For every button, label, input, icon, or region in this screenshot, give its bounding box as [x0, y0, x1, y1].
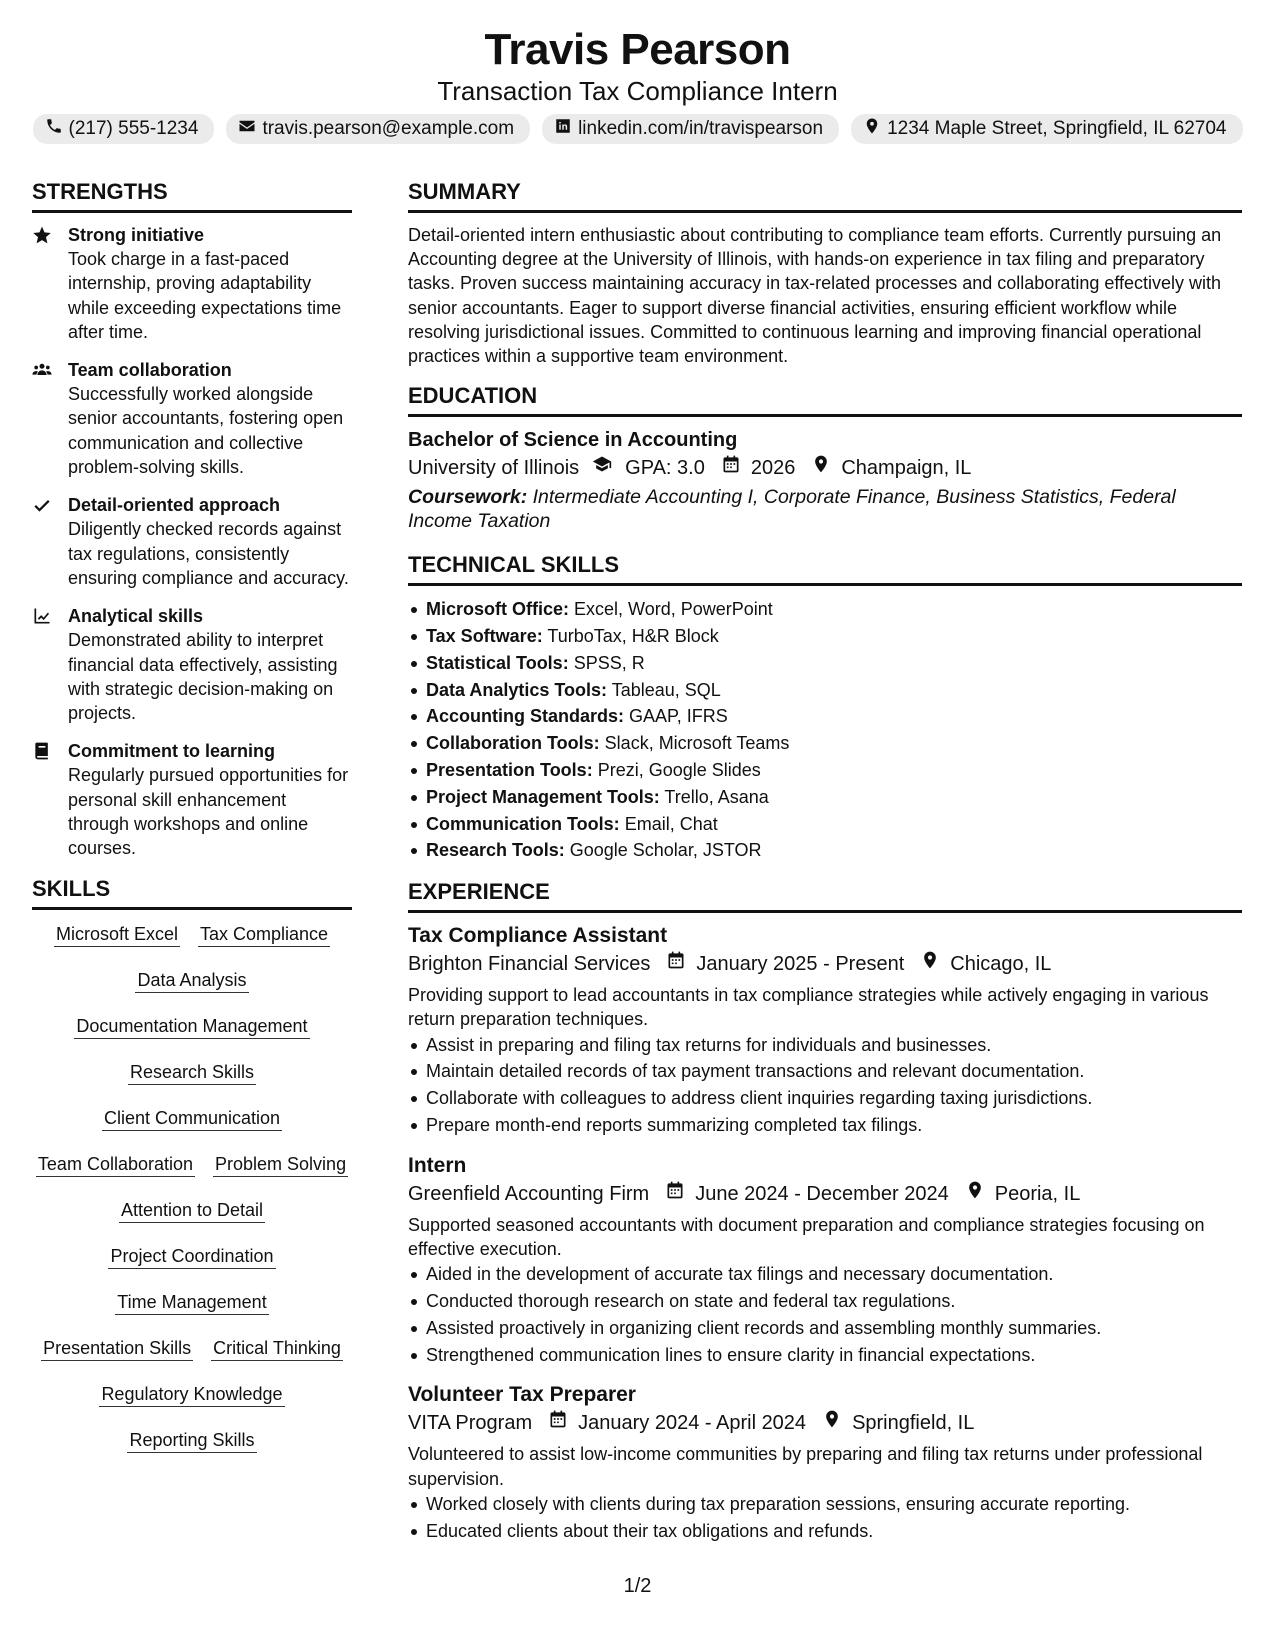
job-dates: June 2024 - December 2024: [695, 1182, 949, 1205]
technical-skill-value: Excel, Word, PowerPoint: [574, 599, 773, 620]
job-summary: Volunteered to assist low-income communities by preparing and filing tax returns under professional supervision.: [408, 1444, 1203, 1489]
map-pin-icon: [920, 949, 940, 979]
technical-skill-item: [408, 703, 1242, 730]
job-summary: Providing support to lead accountants in tax compliance strategies while actively engaging in various return preparation techniques.: [408, 985, 1209, 1030]
job-bullet: Aided in the development of accurate tax filings and necessary documentation.: [408, 1261, 1242, 1288]
job-bullet: Collaborate with colleagues to address client inquiries regarding taxing jurisdictions.: [408, 1085, 1242, 1112]
candidate-name: Travis Pearson: [484, 25, 791, 74]
technical-skill-item: [408, 837, 1242, 864]
technical-skill-item: [408, 757, 1242, 784]
star-icon: [32, 223, 54, 344]
calendar-icon: [665, 1179, 685, 1209]
strength-item: [32, 739, 352, 860]
resume-header: [0, 0, 1275, 144]
job-dates: January 2024 - April 2024: [578, 1412, 807, 1435]
experience-list: [408, 923, 1242, 1544]
technical-skill-item: [408, 623, 1242, 650]
calendar-icon: [666, 949, 686, 979]
job-meta: [408, 1408, 1242, 1438]
skills-heading: SKILLS: [32, 875, 352, 910]
contact-bar: [0, 114, 1275, 144]
gpa: GPA: 3.0: [625, 457, 705, 480]
strength-title: Analytical skills: [68, 606, 204, 627]
skill-tag: Problem Solving: [213, 1150, 348, 1177]
technical-skill-label: Data Analytics Tools:: [426, 679, 608, 700]
job-meta: [408, 949, 1242, 979]
job-bullet: Maintain detailed records of tax payment transactions and relevant documentation.: [408, 1058, 1242, 1085]
technical-skill-label: Presentation Tools:: [426, 760, 593, 780]
job-entry: [408, 1382, 1242, 1544]
coursework-list: Intermediate Accounting I, Corporate Finance, Business Statistics, Federal Income Taxation: [408, 486, 1176, 533]
skill-tag: Attention to Detail: [119, 1196, 265, 1223]
job-location: Chicago, IL: [950, 953, 1052, 976]
map-pin-icon: [965, 1179, 985, 1209]
address-contact: [851, 114, 1242, 144]
page-number: 1/2: [623, 1575, 652, 1597]
degree: Bachelor of Science in Accounting: [408, 429, 738, 452]
job-location: Peoria, IL: [994, 1182, 1081, 1205]
strength-description: Took charge in a fast-paced internship, proving adaptability while exceeding expectations time after time.: [68, 249, 342, 342]
education-meta: [408, 453, 1242, 483]
technical-skill-value: Google Scholar, JSTOR: [569, 840, 762, 861]
job-dates: January 2025 - Present: [696, 953, 905, 976]
linkedin-icon: [554, 117, 572, 141]
strength-item: [32, 358, 352, 479]
strength-description: Successfully worked alongside senior accountants, fostering open communication and collective problem-solving skills.: [68, 384, 344, 478]
check-icon: [32, 493, 54, 590]
phone-text: (217) 555-1234: [68, 118, 199, 139]
technical-skills-heading: TECHNICAL SKILLS: [408, 551, 1242, 586]
job-title: Tax Compliance Assistant: [408, 924, 668, 948]
job-bullets: [408, 1032, 1242, 1139]
map-pin-icon: [822, 1408, 842, 1438]
job-bullet: Educated clients about their tax obligations and refunds.: [408, 1518, 1242, 1545]
job-entry: [408, 1153, 1242, 1369]
skill-tag: Presentation Skills: [41, 1334, 193, 1361]
school-name: University of Illinois: [408, 457, 580, 480]
technical-skill-value: Tableau, SQL: [611, 679, 721, 700]
skill-tag: Client Communication: [102, 1104, 282, 1131]
graduation-year: 2026: [750, 457, 796, 480]
education-heading: EDUCATION: [408, 382, 1242, 417]
skill-tag: Project Coordination: [108, 1242, 275, 1269]
strength-item: [32, 604, 352, 725]
address-text: 1234 Maple Street, Springfield, IL 62704: [887, 118, 1227, 139]
technical-skill-item: [408, 730, 1242, 757]
users-icon: [32, 358, 54, 479]
company-name: VITA Program: [408, 1412, 533, 1435]
company-name: Brighton Financial Services: [408, 953, 651, 976]
strength-title: Commitment to learning: [68, 741, 276, 762]
technical-skill-item: [408, 784, 1242, 811]
right-column: [408, 178, 1242, 1558]
strengths-heading: STRENGTHS: [32, 178, 352, 213]
skill-tag: Team Collaboration: [36, 1150, 195, 1177]
coursework: [408, 485, 1242, 533]
technical-skill-value: Prezi, Google Slides: [597, 760, 761, 780]
strength-description: Demonstrated ability to interpret financial data effectively, assisting with strategic decision-making on projects.: [68, 630, 338, 724]
map-pin-icon: [863, 117, 881, 141]
strength-description: Diligently checked records against tax regulations, consistently ensuring compliance and accuracy.: [68, 519, 349, 588]
skill-tag: Tax Compliance: [198, 920, 330, 947]
skill-tag: Microsoft Excel: [54, 920, 180, 947]
technical-skill-label: Project Management Tools:: [426, 786, 660, 807]
job-summary: Supported seasoned accountants with document preparation and compliance strategies focusing on effective execution.: [408, 1214, 1205, 1259]
technical-skill-value: GAAP, IFRS: [629, 706, 728, 727]
skill-tag: Regulatory Knowledge: [99, 1380, 284, 1407]
technical-skill-label: Accounting Standards:: [426, 706, 625, 727]
map-pin-icon: [811, 453, 831, 483]
strength-title: Detail-oriented approach: [68, 495, 281, 516]
job-entry: [408, 923, 1242, 1139]
technical-skill-value: SPSS, R: [573, 652, 645, 673]
job-location: Springfield, IL: [852, 1412, 975, 1435]
skill-tag: Time Management: [115, 1288, 268, 1315]
job-title: Volunteer Tax Preparer: [408, 1383, 636, 1407]
book-icon: [32, 739, 54, 860]
linkedin-contact[interactable]: [542, 114, 839, 144]
email-text: travis.pearson@example.com: [262, 118, 515, 139]
technical-skill-item: [408, 596, 1242, 623]
technical-skill-item: [408, 677, 1242, 704]
technical-skill-label: Tax Software:: [426, 626, 543, 647]
phone-contact[interactable]: [33, 114, 215, 144]
skills-list: [32, 920, 352, 1472]
technical-skill-value: TurboTax, H&R Block: [547, 626, 719, 647]
technical-skill-label: Research Tools:: [426, 840, 565, 861]
chart-line-icon: [32, 604, 54, 725]
summary-text: Detail-oriented intern enthusiastic about contributing to compliance team efforts. Currently pursuing an Accounting degree at the University of Illinois, with hands-on experience in tax filing and preparatory tasks. Proven success maintaining accuracy in tax-related processes and collaborating effectively with senior accountants. Eager to support diverse financial activities, ensuring efficient workflow while resolving jurisdictional issues. Committed to continuous learning and improving financial operational practices within a supportive team environment.: [408, 225, 1222, 367]
job-title: Intern: [408, 1153, 467, 1177]
job-bullet: Strengthened communication lines to ensure clarity in financial expectations.: [408, 1342, 1242, 1369]
job-meta: [408, 1179, 1242, 1209]
technical-skill-label: Statistical Tools:: [426, 652, 569, 673]
technical-skill-value: Trello, Asana: [664, 786, 769, 807]
strengths-list: [32, 223, 352, 861]
technical-skill-item: [408, 650, 1242, 677]
job-bullet: Worked closely with clients during tax preparation sessions, ensuring accurate reporting.: [408, 1491, 1242, 1518]
skill-tag: Reporting Skills: [127, 1426, 256, 1453]
envelope-icon: [238, 117, 256, 141]
skill-tag: Research Skills: [128, 1058, 256, 1085]
graduation-cap-icon: [589, 453, 615, 483]
phone-icon: [45, 117, 63, 141]
job-bullets: [408, 1261, 1242, 1368]
job-bullet: Prepare month-end reports summarizing completed tax filings.: [408, 1112, 1242, 1139]
experience-heading: EXPERIENCE: [408, 878, 1242, 913]
calendar-icon: [548, 1408, 568, 1438]
skill-tag: Documentation Management: [74, 1012, 309, 1039]
strength-title: Team collaboration: [68, 360, 232, 381]
candidate-title: Transaction Tax Compliance Intern: [437, 76, 838, 106]
job-bullet: Conducted thorough research on state and federal tax regulations.: [408, 1288, 1242, 1315]
linkedin-text: linkedin.com/in/travispearson: [578, 118, 824, 139]
technical-skill-label: Communication Tools:: [426, 813, 620, 834]
technical-skill-label: Microsoft Office:: [426, 599, 570, 620]
summary-heading: SUMMARY: [408, 178, 1242, 213]
left-column: [32, 178, 352, 1472]
job-bullet: Assisted proactively in organizing client records and assembling monthly summaries.: [408, 1315, 1242, 1342]
skill-tag: Critical Thinking: [211, 1334, 343, 1361]
strength-title: Strong initiative: [68, 225, 205, 245]
technical-skill-item: [408, 811, 1242, 838]
coursework-label: Coursework:: [408, 486, 528, 509]
job-bullets: [408, 1491, 1242, 1545]
technical-skills-list: [408, 596, 1242, 864]
technical-skill-label: Collaboration Tools:: [426, 733, 600, 754]
email-contact[interactable]: [226, 114, 530, 144]
skill-tag: Data Analysis: [135, 966, 248, 993]
technical-skill-value: Email, Chat: [624, 813, 718, 834]
technical-skill-value: Slack, Microsoft Teams: [604, 733, 790, 754]
strength-description: Regularly pursued opportunities for personal skill enhancement through workshops and online courses.: [68, 765, 349, 859]
calendar-icon: [721, 453, 741, 483]
company-name: Greenfield Accounting Firm: [408, 1182, 650, 1205]
job-bullet: Assist in preparing and filing tax returns for individuals and businesses.: [408, 1032, 1242, 1059]
strength-item: [32, 493, 352, 590]
strength-item: [32, 223, 352, 344]
education-location: Champaign, IL: [841, 457, 972, 480]
